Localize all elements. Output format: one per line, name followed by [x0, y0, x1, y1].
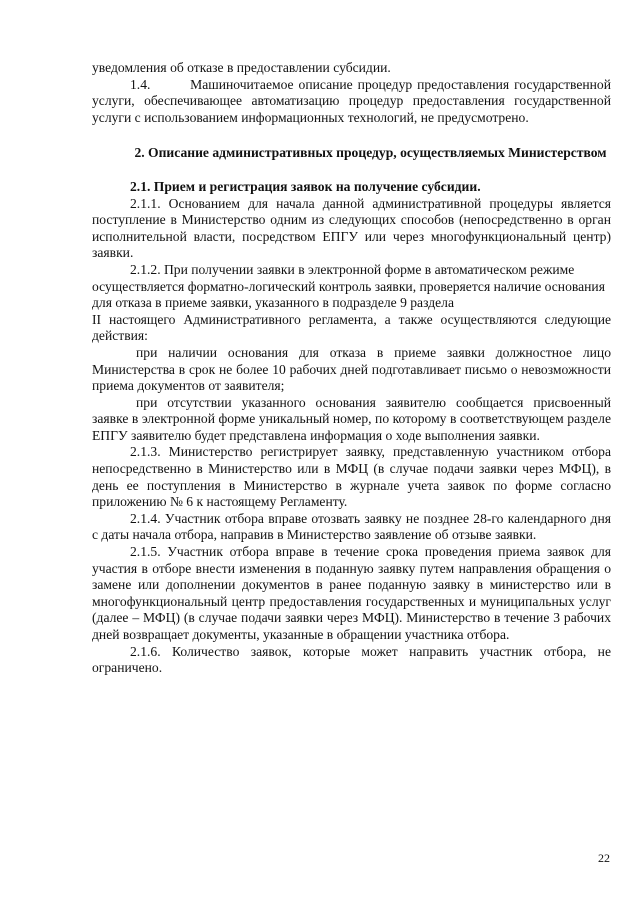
- subsection-heading: 2.1. Прием и регистрация заявок на получение субсидии.: [130, 178, 481, 194]
- paragraph-2-1-2: 2.1.2. При получении заявки в электронной форме в автоматическом режиме осуществляется форматно-логический контроль заявки, проверяется наличие основания для отказа в приеме заявки, указанного в подразделе 9 раздела: [92, 261, 605, 311]
- document-body: [92, 60, 611, 677]
- paragraph-2-1-6: 2.1.6. Количество заявок, которые может направить участник отбора, не ограничено.: [92, 643, 611, 676]
- paragraph-2-1-4: 2.1.4. Участник отбора вправе отозвать заявку не позднее 28-го календарного дня с даты начала отбора, направив в Министерство заявление об отзыве заявки.: [92, 510, 611, 543]
- action-item-refusal: при наличии основания для отказа в приеме заявки должностное лицо Министерства в срок не более 10 рабочих дней подготавливает письмо о невозможности приема документов от заявителя;: [92, 344, 611, 394]
- paragraph-1-4: 1.4. Машиночитаемое описание процедур предоставления государственной услуги, обеспечивающее автоматизацию процедур предоставления государственной услуги с использованием информационных технологий, не предусмотрено.: [92, 76, 611, 125]
- paragraph-2-1-2-continued: II настоящего Административного регламента, а также осуществляются следующие действия:: [92, 311, 611, 344]
- paragraph-continuation: уведомления об отказе в предоставлении субсидии.: [92, 60, 391, 75]
- section-heading: 2. Описание административных процедур, осуществляемых Министерством: [134, 145, 607, 161]
- page-number: 22: [598, 851, 610, 865]
- paragraph-2-1-5: 2.1.5. Участник отбора вправе в течение срока проведения приема заявок для участия в отборе внести изменения в поданную заявку путем направления обращения о замене или дополнении документов в ранее поданную заявку в министерство или в многофункциональный центр предоставления государственных и муниципальных услуг (далее – МФЦ) (в случае подачи заявки через МФЦ). Министерство в течение 3 рабочих дней возвращает документы, указанные в обращении участника отбора.: [92, 544, 611, 642]
- paragraph-2-1-1: 2.1.1. Основанием для начала данной административной процедуры является поступление в Министерство одним из следующих способов (непосредственно в орган исполнительной власти, посредством ЕПГУ или через многофункциональный центр) заявки.: [92, 195, 611, 261]
- paragraph-2-1-3: 2.1.3. Министерство регистрирует заявку, представленную участником отбора непосредственно в Министерство или в МФЦ (в случае подачи заявки через МФЦ), в день ее поступления в Министерство в журнале учета заявок по форме согласно приложению № 6 к настоящему Регламенту.: [92, 444, 611, 510]
- action-item-registration: при отсутствии указанного основания заявителю сообщается присвоенный заявке в электронной форме уникальный номер, по которому в соответствующем разделе ЕПГУ заявителю будет представлена информация о ходе выполнения заявки.: [92, 394, 611, 443]
